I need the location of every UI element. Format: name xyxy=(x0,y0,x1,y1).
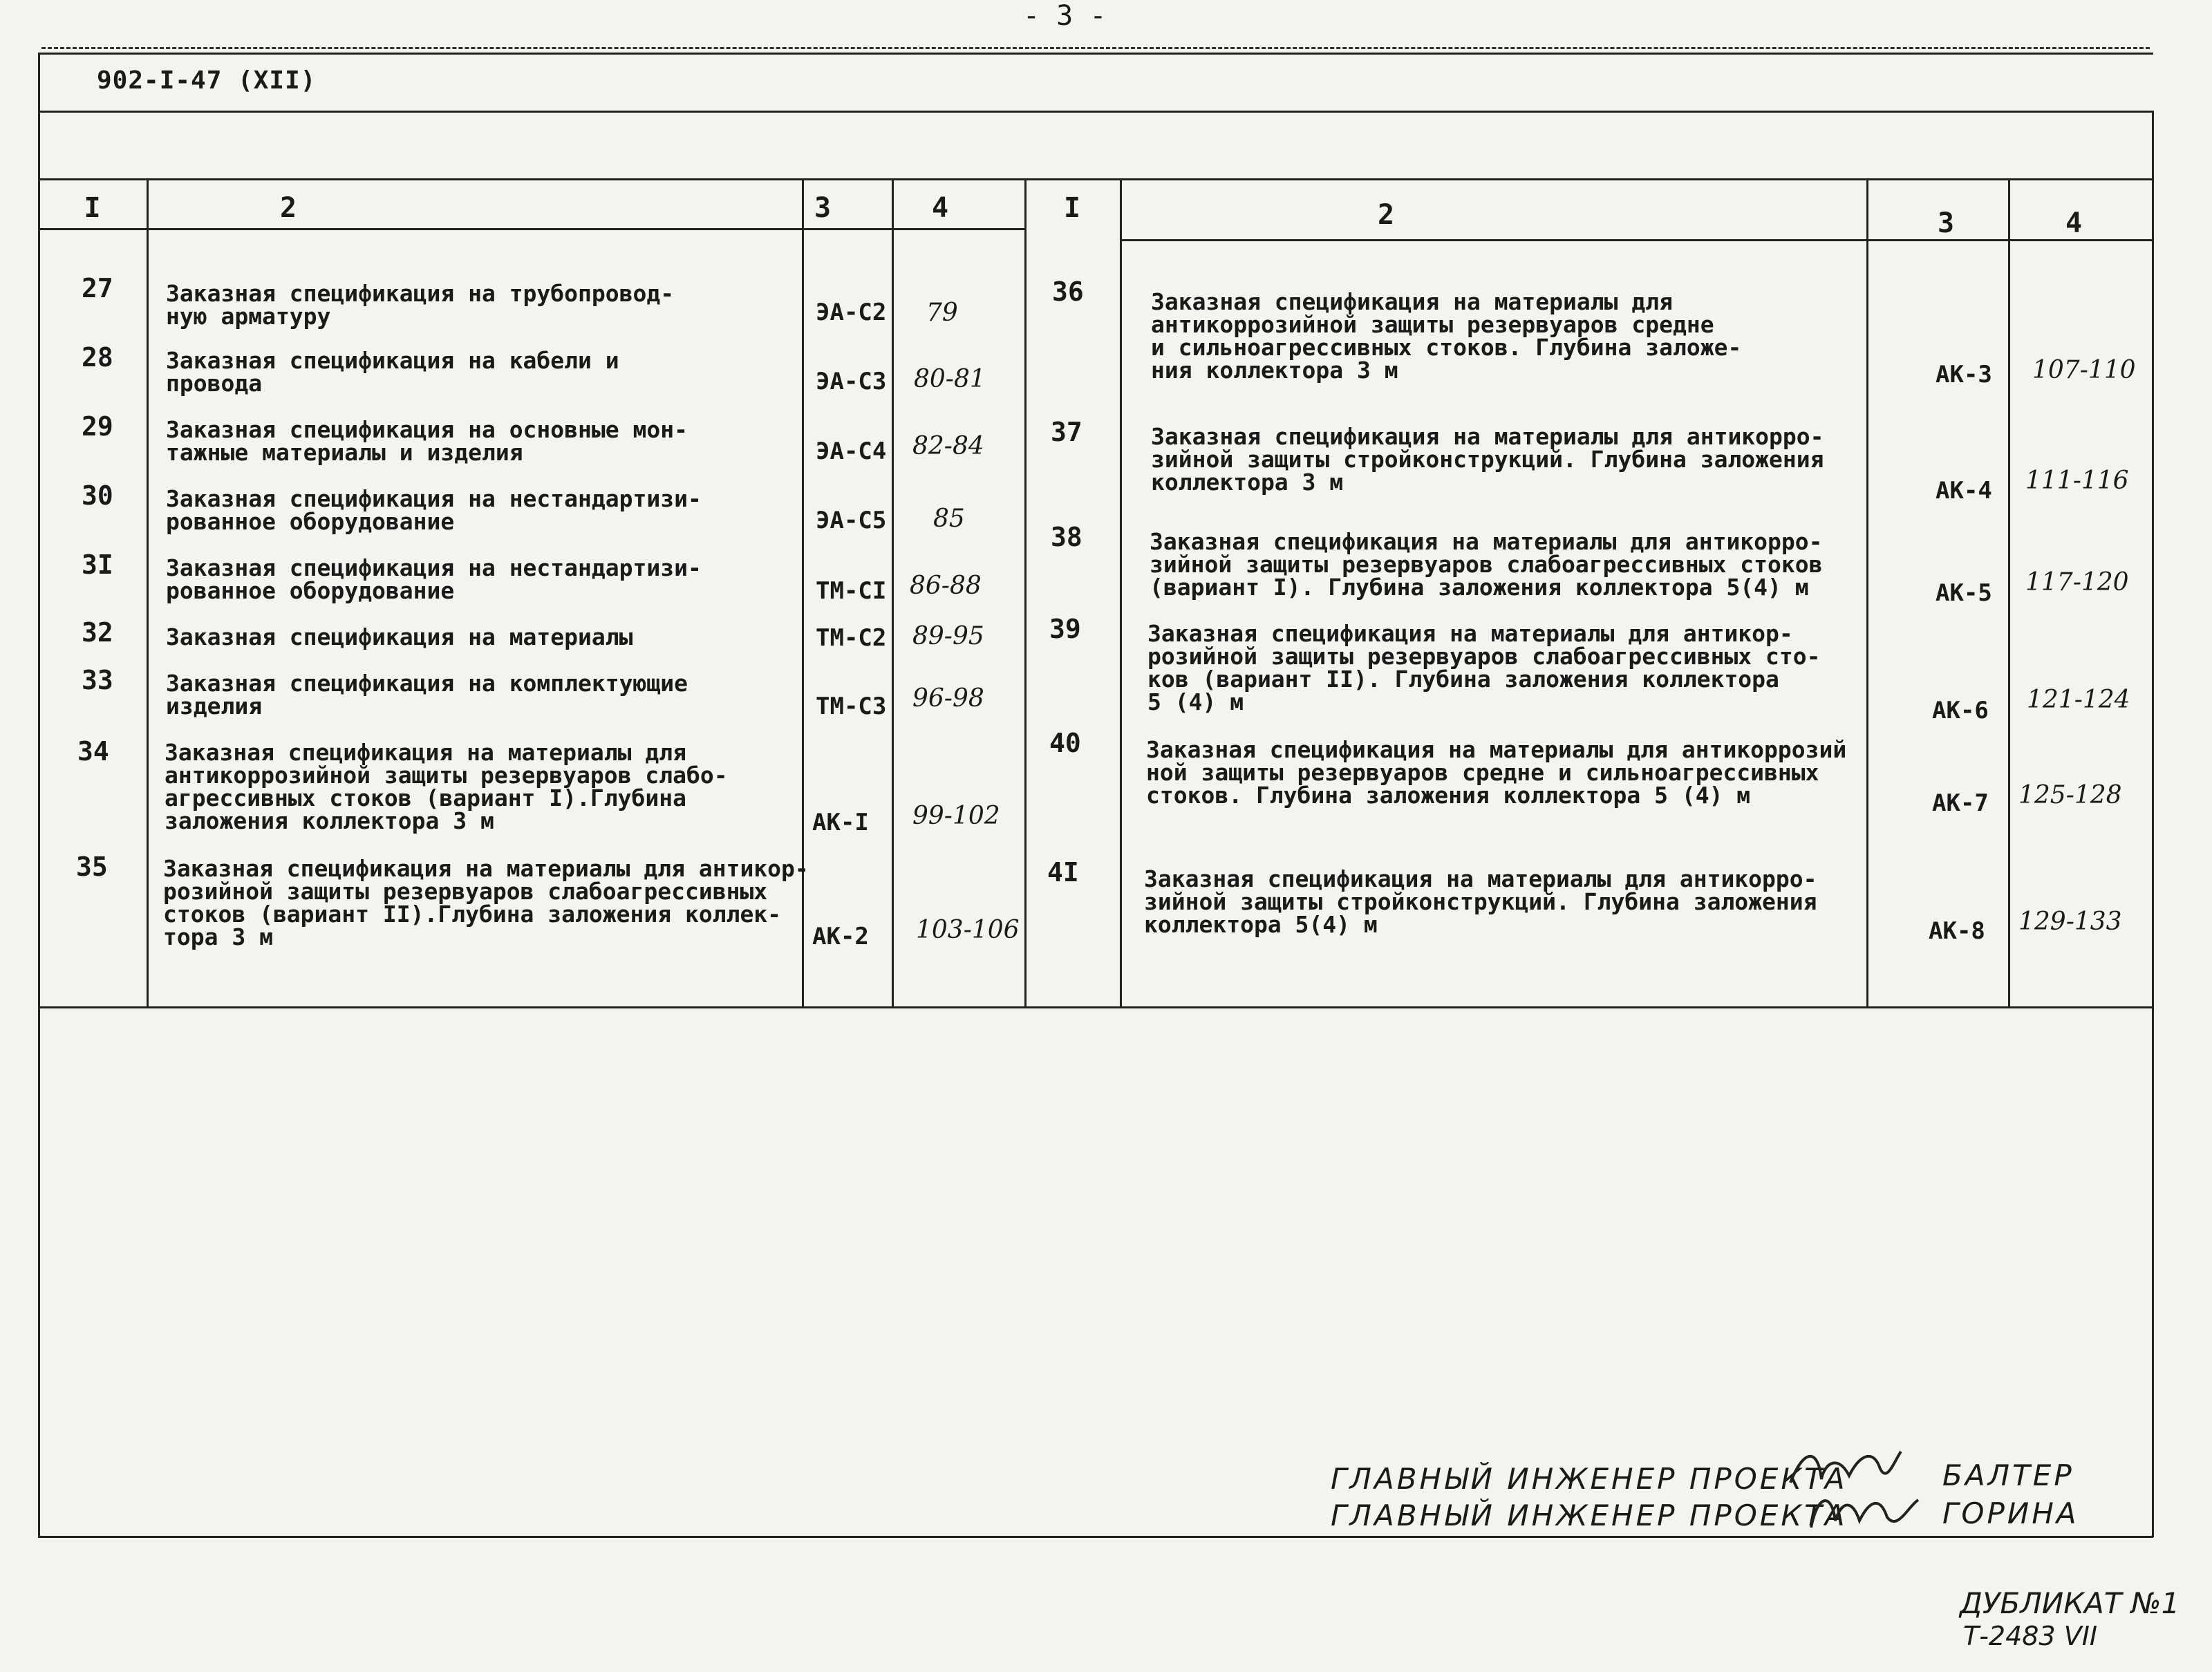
row-38-code: АК-5 xyxy=(1936,579,1992,607)
row-37-pages: 111-116 xyxy=(2025,467,2129,495)
row-41-code: АК-8 xyxy=(1929,917,1985,945)
row-37-code: АК-4 xyxy=(1936,477,1992,505)
row-28-number: 28 xyxy=(82,342,113,373)
row-31-description: Заказная спецификация на нестандартизи- рованное оборудование xyxy=(166,554,702,604)
row-27-code: ЭА-С2 xyxy=(816,299,887,326)
row-34-pages: 99-102 xyxy=(912,802,1000,830)
row-39-pages: 121-124 xyxy=(2027,686,2130,714)
row-28-pages: 80-81 xyxy=(914,365,986,393)
frame-left xyxy=(38,53,40,1537)
row-27-number: 27 xyxy=(82,273,113,303)
header-left-col3: 3 xyxy=(814,192,832,224)
signature-2-title: ГЛАВНЫЙ ИНЖЕНЕР ПРОЕКТА xyxy=(1331,1499,1848,1532)
row-30-number: 30 xyxy=(82,480,113,511)
row-38-description: Заказная спецификация на материалы для антикорро- зийной защиты резервуаров слабоагрессивных стоков (вариант I). Глубина заложения коллектора 5(4) м xyxy=(1150,528,1823,601)
col-line-4 xyxy=(1024,178,1027,1006)
row-40-number: 40 xyxy=(1049,728,1081,758)
col-line-5 xyxy=(1120,178,1122,1006)
row-35-pages: 103-106 xyxy=(916,916,1020,944)
row-32-description: Заказная спецификация на материалы xyxy=(166,623,633,650)
col-line-7 xyxy=(2008,178,2010,1006)
header-right-col1: I xyxy=(1063,192,1081,224)
row-40-description: Заказная спецификация на материалы для антикоррозий ной защиты резервуаров средне и сильноагрессивных стоков. Глубина заложения коллектора 5 (4) м xyxy=(1146,736,1847,809)
row-27-description: Заказная спецификация на трубопровод- ную арматуру xyxy=(166,280,675,330)
row-39-number: 39 xyxy=(1049,614,1081,644)
signature-2-scribble xyxy=(1804,1479,1929,1541)
row-31-pages: 86-88 xyxy=(910,572,982,600)
row-29-number: 29 xyxy=(82,411,113,442)
header-right-col2: 2 xyxy=(1377,199,1395,231)
row-34-description: Заказная спецификация на материалы для антикоррозийной защиты резервуаров слабо- агрессивных стоков (вариант I).Глубина заложения коллектора 3 м xyxy=(165,739,728,834)
top-dashed-line xyxy=(41,47,2150,49)
row-28-description: Заказная спецификация на кабели и провода xyxy=(166,347,619,397)
header-left-col2: 2 xyxy=(279,192,297,224)
header-right-col4: 4 xyxy=(2065,207,2083,239)
row-38-number: 38 xyxy=(1051,522,1082,552)
row-41-description: Заказная спецификация на материалы для антикорро- зийной защиты стройконструкций. Глубина заложения коллектора 5(4) м xyxy=(1144,865,1817,938)
row-39-code: АК-6 xyxy=(1932,697,1989,724)
frame-right xyxy=(2152,111,2154,1537)
header-line-right xyxy=(1120,239,2152,241)
col-line-6 xyxy=(1866,178,1868,1006)
row-32-number: 32 xyxy=(82,617,113,648)
stamp-line xyxy=(38,111,2153,113)
header-right-col3: 3 xyxy=(1937,207,1955,239)
header-left-col4: 4 xyxy=(931,192,949,224)
row-38-pages: 117-120 xyxy=(2025,568,2129,597)
row-30-code: ЭА-С5 xyxy=(816,507,887,534)
signature-2-name: ГОРИНА xyxy=(1942,1496,2079,1530)
row-33-description: Заказная спецификация на комплектующие изделия xyxy=(166,670,688,720)
row-37-number: 37 xyxy=(1051,417,1082,447)
signature-1-title: ГЛАВНЫЙ ИНЖЕНЕР ПРОЕКТА xyxy=(1331,1462,1848,1496)
row-34-number: 34 xyxy=(77,736,109,767)
row-35-number: 35 xyxy=(76,852,108,882)
row-31-number: 3I xyxy=(82,549,113,580)
signature-1-name: БАЛТЕР xyxy=(1942,1458,2074,1492)
row-41-pages: 129-133 xyxy=(2018,908,2122,936)
table-bottom-line xyxy=(38,1006,2153,1008)
row-35-description: Заказная спецификация на материалы для антикор- розийной защиты резервуаров слабоагрессивных стоков (вариант II).Глубина заложения коллек- тора 3 м xyxy=(163,855,809,950)
row-40-code: АК-7 xyxy=(1932,789,1989,817)
row-29-description: Заказная спецификация на основные мон- тажные материалы и изделия xyxy=(166,416,688,466)
header-line-left xyxy=(38,228,1027,230)
row-35-code: АК-2 xyxy=(812,923,869,950)
frame-top xyxy=(38,53,2153,55)
row-40-pages: 125-128 xyxy=(2018,781,2122,809)
document-number: 902-I-47 (XII) xyxy=(97,66,317,95)
duplicate-label: ДУБЛИКАТ №1 xyxy=(1960,1586,2180,1620)
row-29-pages: 82-84 xyxy=(912,432,984,460)
row-32-code: ТМ-С2 xyxy=(816,624,887,652)
row-30-description: Заказная спецификация на нестандартизи- рованное оборудование xyxy=(166,485,702,535)
row-30-pages: 85 xyxy=(933,505,965,533)
duplicate-number: Т-2483 VII xyxy=(1963,1621,2098,1651)
row-28-code: ЭА-С3 xyxy=(816,368,887,395)
row-33-code: ТМ-С3 xyxy=(816,693,887,720)
table-top-line xyxy=(38,178,2153,180)
row-31-code: ТМ-СI xyxy=(816,577,887,605)
row-36-code: АК-3 xyxy=(1936,361,1992,388)
row-34-code: АК-I xyxy=(812,809,869,836)
row-27-pages: 79 xyxy=(926,299,958,327)
col-line-1 xyxy=(147,178,149,1006)
row-37-description: Заказная спецификация на материалы для антикорро- зийной защиты стройконструкций. Глубина заложения коллектора 3 м xyxy=(1151,423,1824,496)
row-33-number: 33 xyxy=(82,665,113,695)
row-29-code: ЭА-С4 xyxy=(816,438,887,465)
row-39-description: Заказная спецификация на материалы для антикор- розийной защиты резервуаров слабоагрессивных сто- ков (вариант II). Глубина заложения коллектора 5 (4) м xyxy=(1147,620,1821,715)
row-36-number: 36 xyxy=(1052,276,1084,307)
row-33-pages: 96-98 xyxy=(912,684,984,713)
row-32-pages: 89-95 xyxy=(912,622,984,650)
row-41-number: 4I xyxy=(1047,857,1079,887)
header-left-col1: I xyxy=(84,192,101,224)
row-36-description: Заказная спецификация на материалы для антикоррозийной защиты резервуаров средне и сильноагрессивных стоков. Глубина заложе- ния коллектора 3 м xyxy=(1151,288,1742,384)
row-36-pages: 107-110 xyxy=(2032,356,2136,384)
page-number: - 3 - xyxy=(1023,0,1107,32)
col-line-3 xyxy=(892,178,894,1006)
